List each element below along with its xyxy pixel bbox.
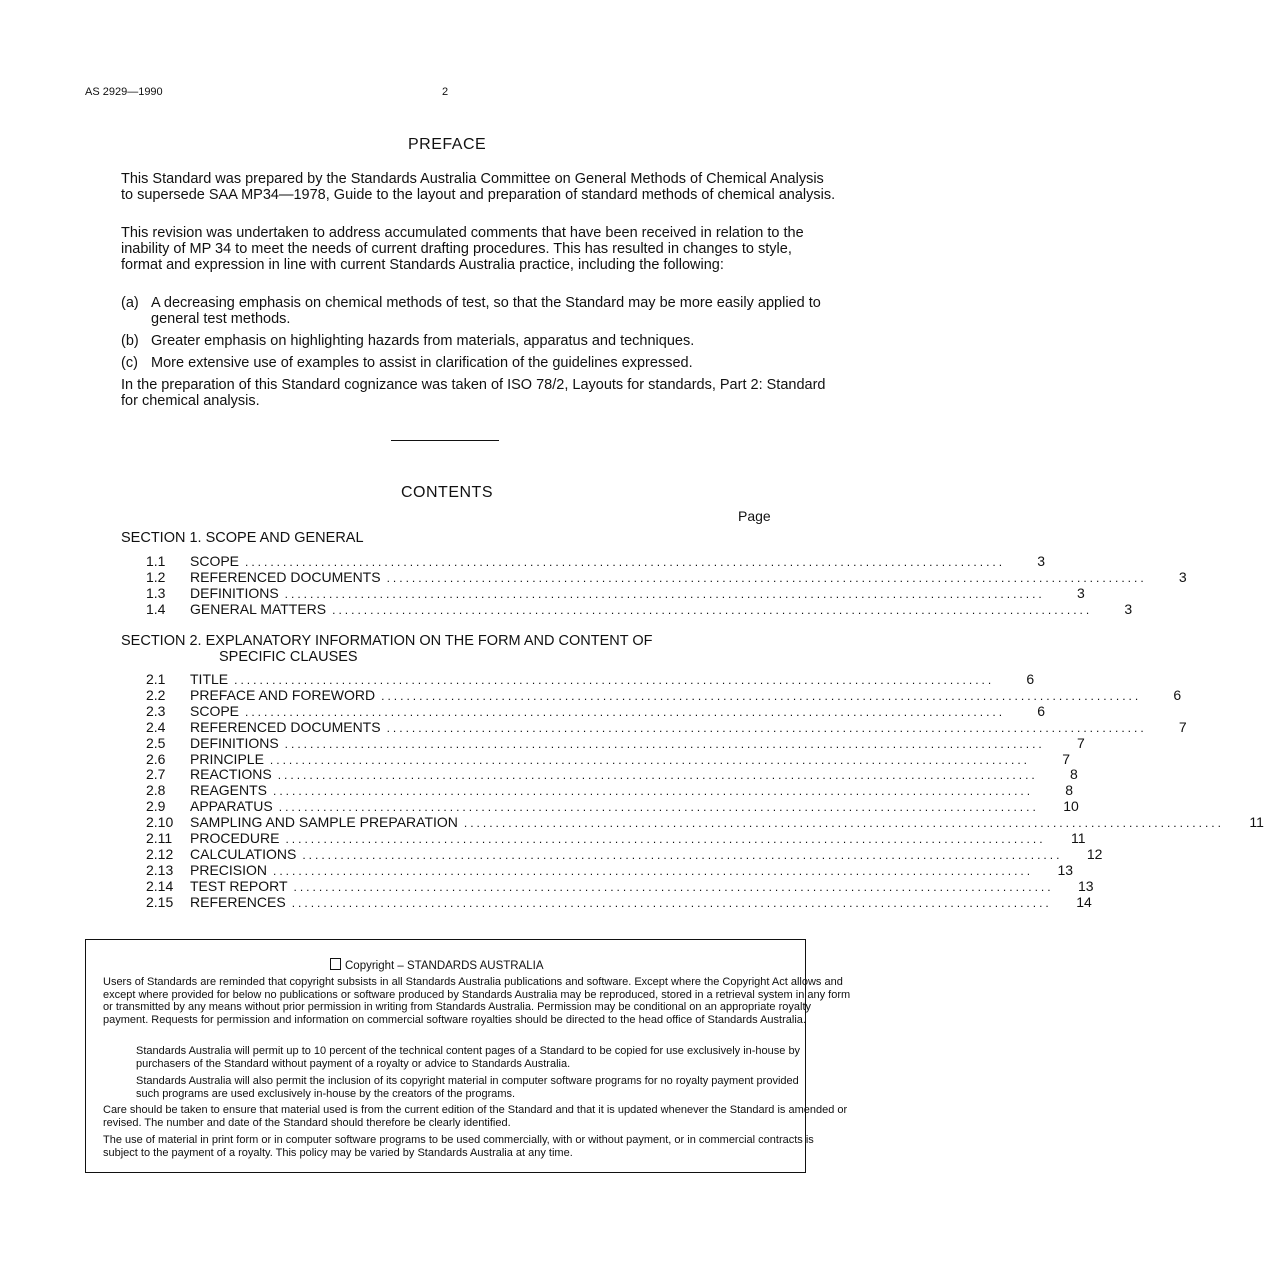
preface-title: PREFACE: [408, 136, 487, 153]
toc-entry-number: 2.11: [146, 830, 173, 846]
toc-entry: [146, 766, 1078, 783]
toc-entry-page: 14: [1076, 893, 1092, 910]
toc-entry-number: 1.4: [146, 601, 166, 617]
toc-entry-number: 2.1: [146, 671, 166, 687]
toc-entry: [146, 569, 1187, 585]
preface-paragraph-2: This revision was undertaken to address accumulated comments that have been received in relation to the inability of MP 34 to meet the needs of current drafting procedures. This has resulted in changes to style, format and expression in line with current Standards Australia practice, including the following:: [121, 225, 804, 273]
toc-entry-page: 12: [1086, 845, 1103, 862]
toc-entry-page: 11: [1071, 830, 1086, 846]
toc-entry-page: 3: [1037, 553, 1046, 569]
toc-entry-title: PRINCIPLE: [190, 750, 264, 767]
list-item-label: (a): [121, 295, 139, 311]
dot-leader: ........................................................................................................................: [381, 688, 1142, 703]
toc-entry-number: 2.13: [146, 861, 174, 878]
toc-entry-title: REACTIONS: [190, 766, 272, 783]
copyright-indented-paragraph-1: Standards Australia will permit up to 10 percent of the technical content pages of a Standard to be copied for use exclusively in-house by purchasers of the Standard without payment of a royalty or advice to Standards Australia.: [136, 1045, 801, 1070]
dot-leader: ........................................................................................................................: [269, 752, 1030, 767]
dot-leader: ........................................................................................................................: [302, 847, 1063, 862]
copyright-paragraph-2: Care should be taken to ensure that material used is from the current edition of the Standard and that it is updated whenever the Standard is amended or revised. The number and date of the Standard should therefore be clearly identified.: [103, 1104, 848, 1129]
toc-entry: [146, 601, 1133, 617]
toc-entry-title: PREFACE AND FOREWORD: [190, 686, 376, 703]
toc-entry-page: 13: [1057, 861, 1074, 878]
list-item: [121, 355, 836, 371]
dot-leader: ........................................................................................................................: [245, 555, 1006, 569]
page-number: 2: [442, 86, 449, 98]
toc-entry-page: 8: [1069, 766, 1078, 783]
toc-entry: [146, 702, 1046, 719]
copyright-icon: [330, 958, 341, 970]
dot-leader: ........................................................................................................................: [291, 895, 1052, 910]
toc-entry-number: 2.10: [146, 814, 174, 831]
toc-entry-number: 2.12: [146, 845, 174, 862]
toc-entry-title: DEFINITIONS: [190, 585, 279, 601]
toc-entry-number: 2.9: [146, 798, 166, 815]
toc-entry: [146, 686, 1182, 703]
toc-entry: [146, 718, 1187, 735]
toc-entry-page: 3: [1178, 569, 1187, 585]
dot-leader: ........................................................................................................................: [293, 879, 1054, 894]
list-item-text: More extensive use of examples to assist in clarification of the guidelines expressed.: [151, 355, 693, 371]
dot-leader: ........................................................................................................................: [273, 784, 1034, 799]
toc-entry-number: 2.5: [146, 734, 166, 751]
dot-leader: ........................................................................................................................: [386, 720, 1147, 735]
toc-entry: [146, 814, 1264, 831]
toc-entry: [146, 671, 1035, 687]
toc-entry-page: 8: [1065, 782, 1074, 799]
preface-paragraph-3: In the preparation of this Standard cognizance was taken of ISO 78/2, Layouts for standards, Part 2: Standard for chemical analysis.: [121, 377, 826, 409]
toc-entry-title: CALCULATIONS: [190, 845, 297, 862]
section-2-heading-continued: SPECIFIC CLAUSES: [219, 649, 358, 665]
dot-leader: ........................................................................................................................: [273, 863, 1034, 878]
toc-entry: [146, 585, 1085, 601]
toc-entry-number: 1.3: [146, 585, 166, 601]
toc-entry: [146, 798, 1079, 815]
toc-entry-page: 10: [1063, 798, 1079, 815]
toc-entry-page: 11: [1249, 814, 1264, 831]
page-column-label: Page: [738, 508, 771, 524]
dot-leader: ........................................................................................................................: [386, 571, 1147, 585]
toc-entry-number: 2.8: [146, 782, 166, 799]
dot-leader: ........................................................................................................................: [234, 673, 995, 687]
toc-entry-page: 7: [1178, 718, 1187, 735]
dot-leader: ........................................................................................................................: [284, 736, 1045, 751]
toc-entry-page: 6: [1173, 686, 1182, 703]
section-2-heading: SECTION 2. EXPLANATORY INFORMATION ON THE FORM AND CONTENT OF: [121, 633, 653, 649]
copyright-title: Copyright – STANDARDS AUSTRALIA: [330, 958, 544, 972]
toc-entry-page: 7: [1062, 750, 1070, 767]
toc-entry: [146, 750, 1070, 767]
list-item: [121, 295, 836, 327]
toc-entry-title: REFERENCES: [190, 893, 286, 910]
toc-entry-page: 7: [1076, 734, 1085, 751]
toc-entry-number: 2.4: [146, 718, 166, 735]
toc-entry-page: 6: [1026, 671, 1035, 687]
document-id: AS 2929—1990: [85, 86, 163, 98]
toc-entry-title: TEST REPORT: [190, 877, 288, 894]
preface-paragraph-1: This Standard was prepared by the Standards Australia Committee on General Methods of Chemical Analysis to supersede SAA MP34—1978, Guide to the layout and preparation of standard methods of chemical analysis.: [121, 171, 836, 203]
list-item: [121, 333, 836, 349]
toc-entry: [146, 553, 1046, 569]
toc-entry-title: REFERENCED DOCUMENTS: [190, 718, 381, 735]
toc-entry-number: 2.2: [146, 686, 166, 703]
dot-leader: ........................................................................................................................: [463, 816, 1224, 831]
list-item-label: (c): [121, 355, 138, 371]
toc-entry-number: 2.6: [146, 750, 166, 767]
dot-leader: ........................................................................................................................: [332, 603, 1093, 617]
toc-entry-title: TITLE: [190, 671, 229, 687]
toc-entry: [146, 877, 1094, 894]
section-1-heading: SECTION 1. SCOPE AND GENERAL: [121, 530, 364, 546]
copyright-paragraph-1: Users of Standards are reminded that copyright subsists in all Standards Australia publications and software. Except where the Copyright Act allows and except where provided for below no publications or software produced by Standards Australia may be reproduced, stored in a retrieval system in any form or transmitted by any means without prior permission in writing from Standards Australia. Permission may be conditional on an appropriate royalty payment. Requests for permission and information on commercial software royalties should be directed to the head office of Standards Australia.: [103, 976, 851, 1026]
copyright-paragraph-3: The use of material in print form or in computer software programs to be used commercially, with or without payment, or in commercial contracts is subject to the payment of a royalty. This policy may be varied by Standards Australia at any time.: [103, 1134, 814, 1159]
toc-entry-title: PROCEDURE: [190, 830, 280, 846]
toc-entry-title: REFERENCED DOCUMENTS: [190, 569, 381, 585]
toc-entry: [146, 782, 1074, 799]
toc-entry-number: 1.2: [146, 569, 166, 585]
toc-entry-page: 6: [1037, 702, 1046, 719]
toc-entry-number: 2.15: [146, 893, 174, 910]
toc-entry: [146, 734, 1085, 751]
toc-entry: [146, 861, 1074, 878]
toc-entry-page: 3: [1124, 601, 1133, 617]
divider: [391, 440, 499, 441]
toc-entry-title: SCOPE: [190, 702, 240, 719]
dot-leader: ........................................................................................................................: [277, 768, 1038, 783]
toc-entry-number: 1.1: [146, 553, 166, 569]
toc-entry-number: 2.14: [146, 877, 174, 894]
toc-entry-title: REAGENTS: [190, 782, 268, 799]
list-item-text: A decreasing emphasis on chemical methods of test, so that the Standard may be more easily applied to general test methods.: [151, 295, 821, 327]
toc-entry-number: 2.3: [146, 702, 166, 719]
toc-entry-title: SAMPLING AND SAMPLE PREPARATION: [190, 814, 458, 831]
toc-entry: [146, 893, 1092, 910]
toc-entry-title: APPARATUS: [190, 798, 273, 815]
dot-leader: ........................................................................................................................: [284, 587, 1045, 601]
toc-entry-page: 3: [1076, 585, 1085, 601]
contents-title: CONTENTS: [401, 484, 493, 501]
list-item-label: (b): [121, 333, 139, 349]
copyright-indented-paragraph-2: Standards Australia will also permit the inclusion of its copyright material in computer software programs for no royalty payment provided such programs are used exclusively in-house by the creators of the programs.: [136, 1075, 799, 1100]
toc-entry-number: 2.7: [146, 766, 166, 783]
toc-entry: [146, 830, 1086, 846]
toc-entry-page: 13: [1078, 877, 1094, 894]
list-item-text: Greater emphasis on highlighting hazards from materials, apparatus and techniques.: [151, 333, 695, 349]
dot-leader: ........................................................................................................................: [278, 800, 1039, 815]
toc-entry-title: DEFINITIONS: [190, 734, 279, 751]
toc-entry-title: SCOPE: [190, 553, 240, 569]
dot-leader: ........................................................................................................................: [285, 832, 1046, 846]
toc-entry-title: PRECISION: [190, 861, 268, 878]
toc-entry: [146, 845, 1103, 862]
dot-leader: ........................................................................................................................: [245, 704, 1006, 719]
toc-entry-title: GENERAL MATTERS: [190, 601, 327, 617]
